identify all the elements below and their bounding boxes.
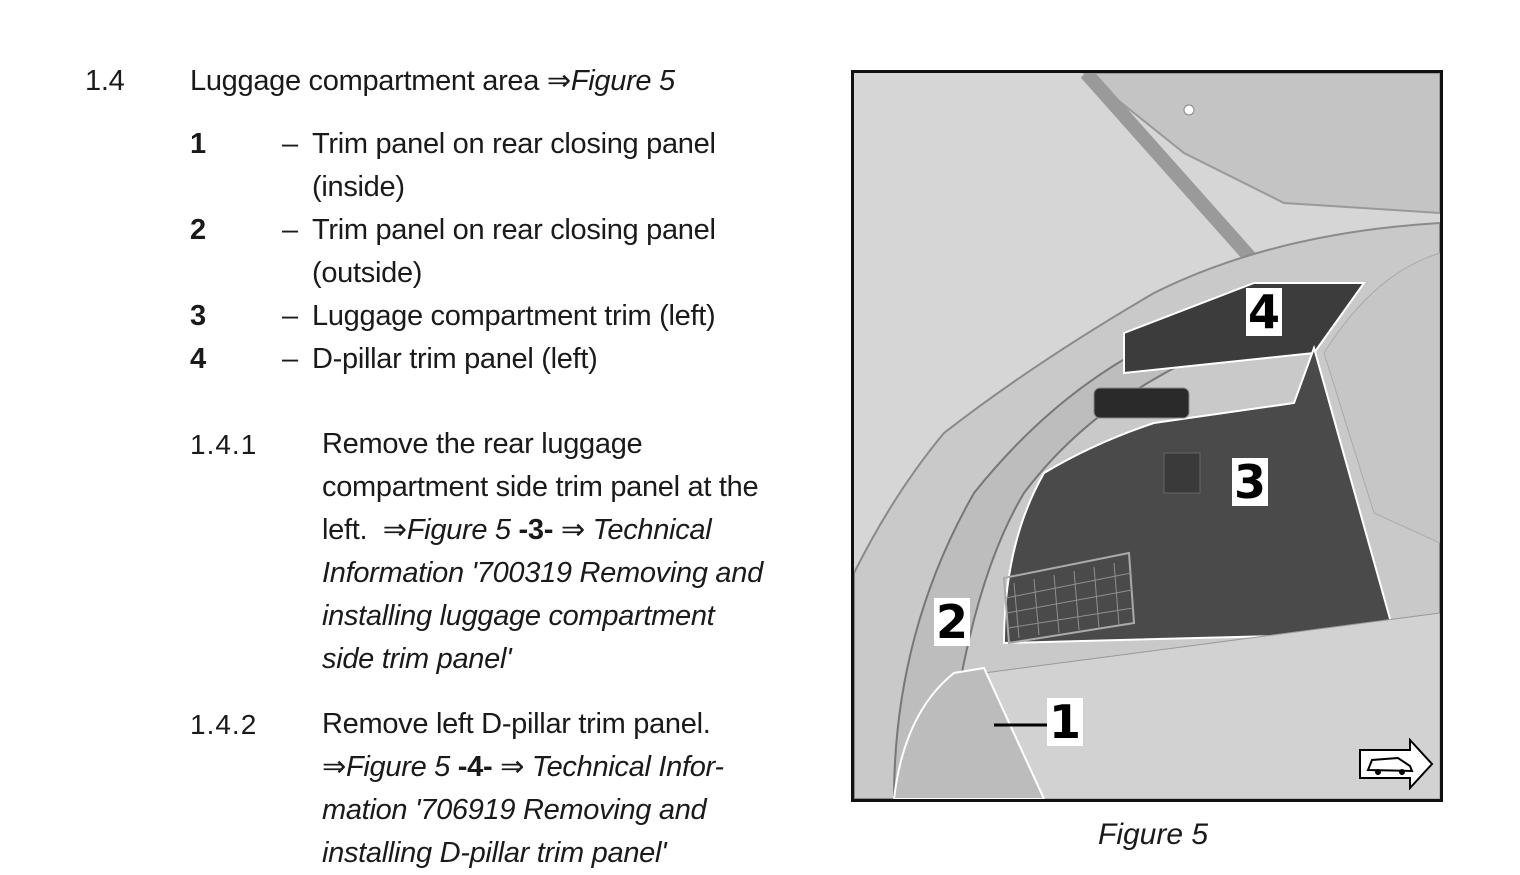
figure-item-number: -4-	[457, 751, 493, 783]
technical-info-link-cont[interactable]: Information '700319 Removing and	[322, 557, 763, 589]
technical-info-link-cont[interactable]: side trim panel'	[322, 643, 512, 675]
legend-dash: –	[282, 343, 298, 375]
legend-dash: –	[282, 128, 298, 160]
legend-item	[190, 338, 810, 381]
step-text: compartment side trim panel at the	[322, 471, 759, 503]
luggage-compartment-drawing	[854, 73, 1440, 799]
legend-text: Trim panel on rear closing panel	[312, 214, 716, 246]
legend-item	[190, 295, 810, 338]
reference-arrow-icon: ⇒	[546, 65, 571, 97]
section-title	[190, 60, 675, 103]
technical-info-link[interactable]: Technical Infor-	[531, 751, 724, 783]
reference-arrow-icon: ⇒	[500, 751, 525, 783]
legend-key: 3	[190, 300, 206, 332]
figure-label-1: 1	[1049, 695, 1082, 749]
step-ref-line	[322, 746, 822, 789]
reference-arrow-icon: ⇒	[560, 514, 585, 546]
technical-info-link-cont[interactable]: installing D-pillar trim panel'	[322, 837, 667, 869]
section-title-text: Luggage compartment area	[190, 65, 540, 97]
legend-text: Trim panel on rear closing panel	[312, 128, 716, 160]
step-ref-line	[322, 509, 822, 552]
figure-caption: Figure 5	[1098, 818, 1209, 851]
figure-reference-link[interactable]: Figure 5	[346, 751, 450, 783]
step-number: 1.4.2	[190, 709, 258, 740]
figure-label-4: 4	[1248, 285, 1281, 339]
step-instruction	[322, 423, 822, 681]
section-number: 1.4	[85, 65, 125, 97]
legend-text: Luggage compartment trim (left)	[312, 300, 716, 332]
legend-dash: –	[282, 300, 298, 332]
legend-list	[190, 123, 810, 381]
legend-text-cont: (inside)	[312, 171, 405, 203]
technical-info-link[interactable]: Technical	[592, 514, 712, 546]
legend-item	[190, 209, 810, 295]
legend-text: D-pillar trim panel (left)	[312, 343, 598, 375]
step-number: 1.4.1	[190, 429, 258, 460]
legend-item	[190, 123, 810, 209]
legend-text-cont: (outside)	[312, 257, 423, 289]
technical-info-link-cont[interactable]: installing luggage compartment	[322, 600, 715, 632]
step-instruction	[322, 703, 822, 875]
technical-info-link-cont[interactable]: mation '706919 Removing and	[322, 794, 707, 826]
reference-arrow-icon: ⇒	[322, 751, 346, 783]
figure-label-2: 2	[936, 595, 969, 649]
car-direction-icon	[1358, 738, 1434, 790]
figure-reference-link[interactable]: Figure 5	[406, 514, 511, 546]
step-text: Remove the rear luggage	[322, 428, 643, 460]
legend-key: 2	[190, 214, 206, 246]
reference-arrow-icon: ⇒	[382, 514, 407, 546]
figure-5-illustration	[851, 70, 1443, 802]
legend-key: 1	[190, 128, 206, 160]
figure-label-3: 3	[1234, 455, 1267, 509]
legend-dash: –	[282, 214, 298, 246]
figure-item-number: -3-	[518, 514, 554, 546]
step-text: left.	[322, 514, 368, 546]
step-text: Remove left D-pillar trim panel.	[322, 708, 711, 740]
legend-key: 4	[190, 343, 206, 375]
figure-reference-link[interactable]: Figure 5	[570, 65, 675, 97]
